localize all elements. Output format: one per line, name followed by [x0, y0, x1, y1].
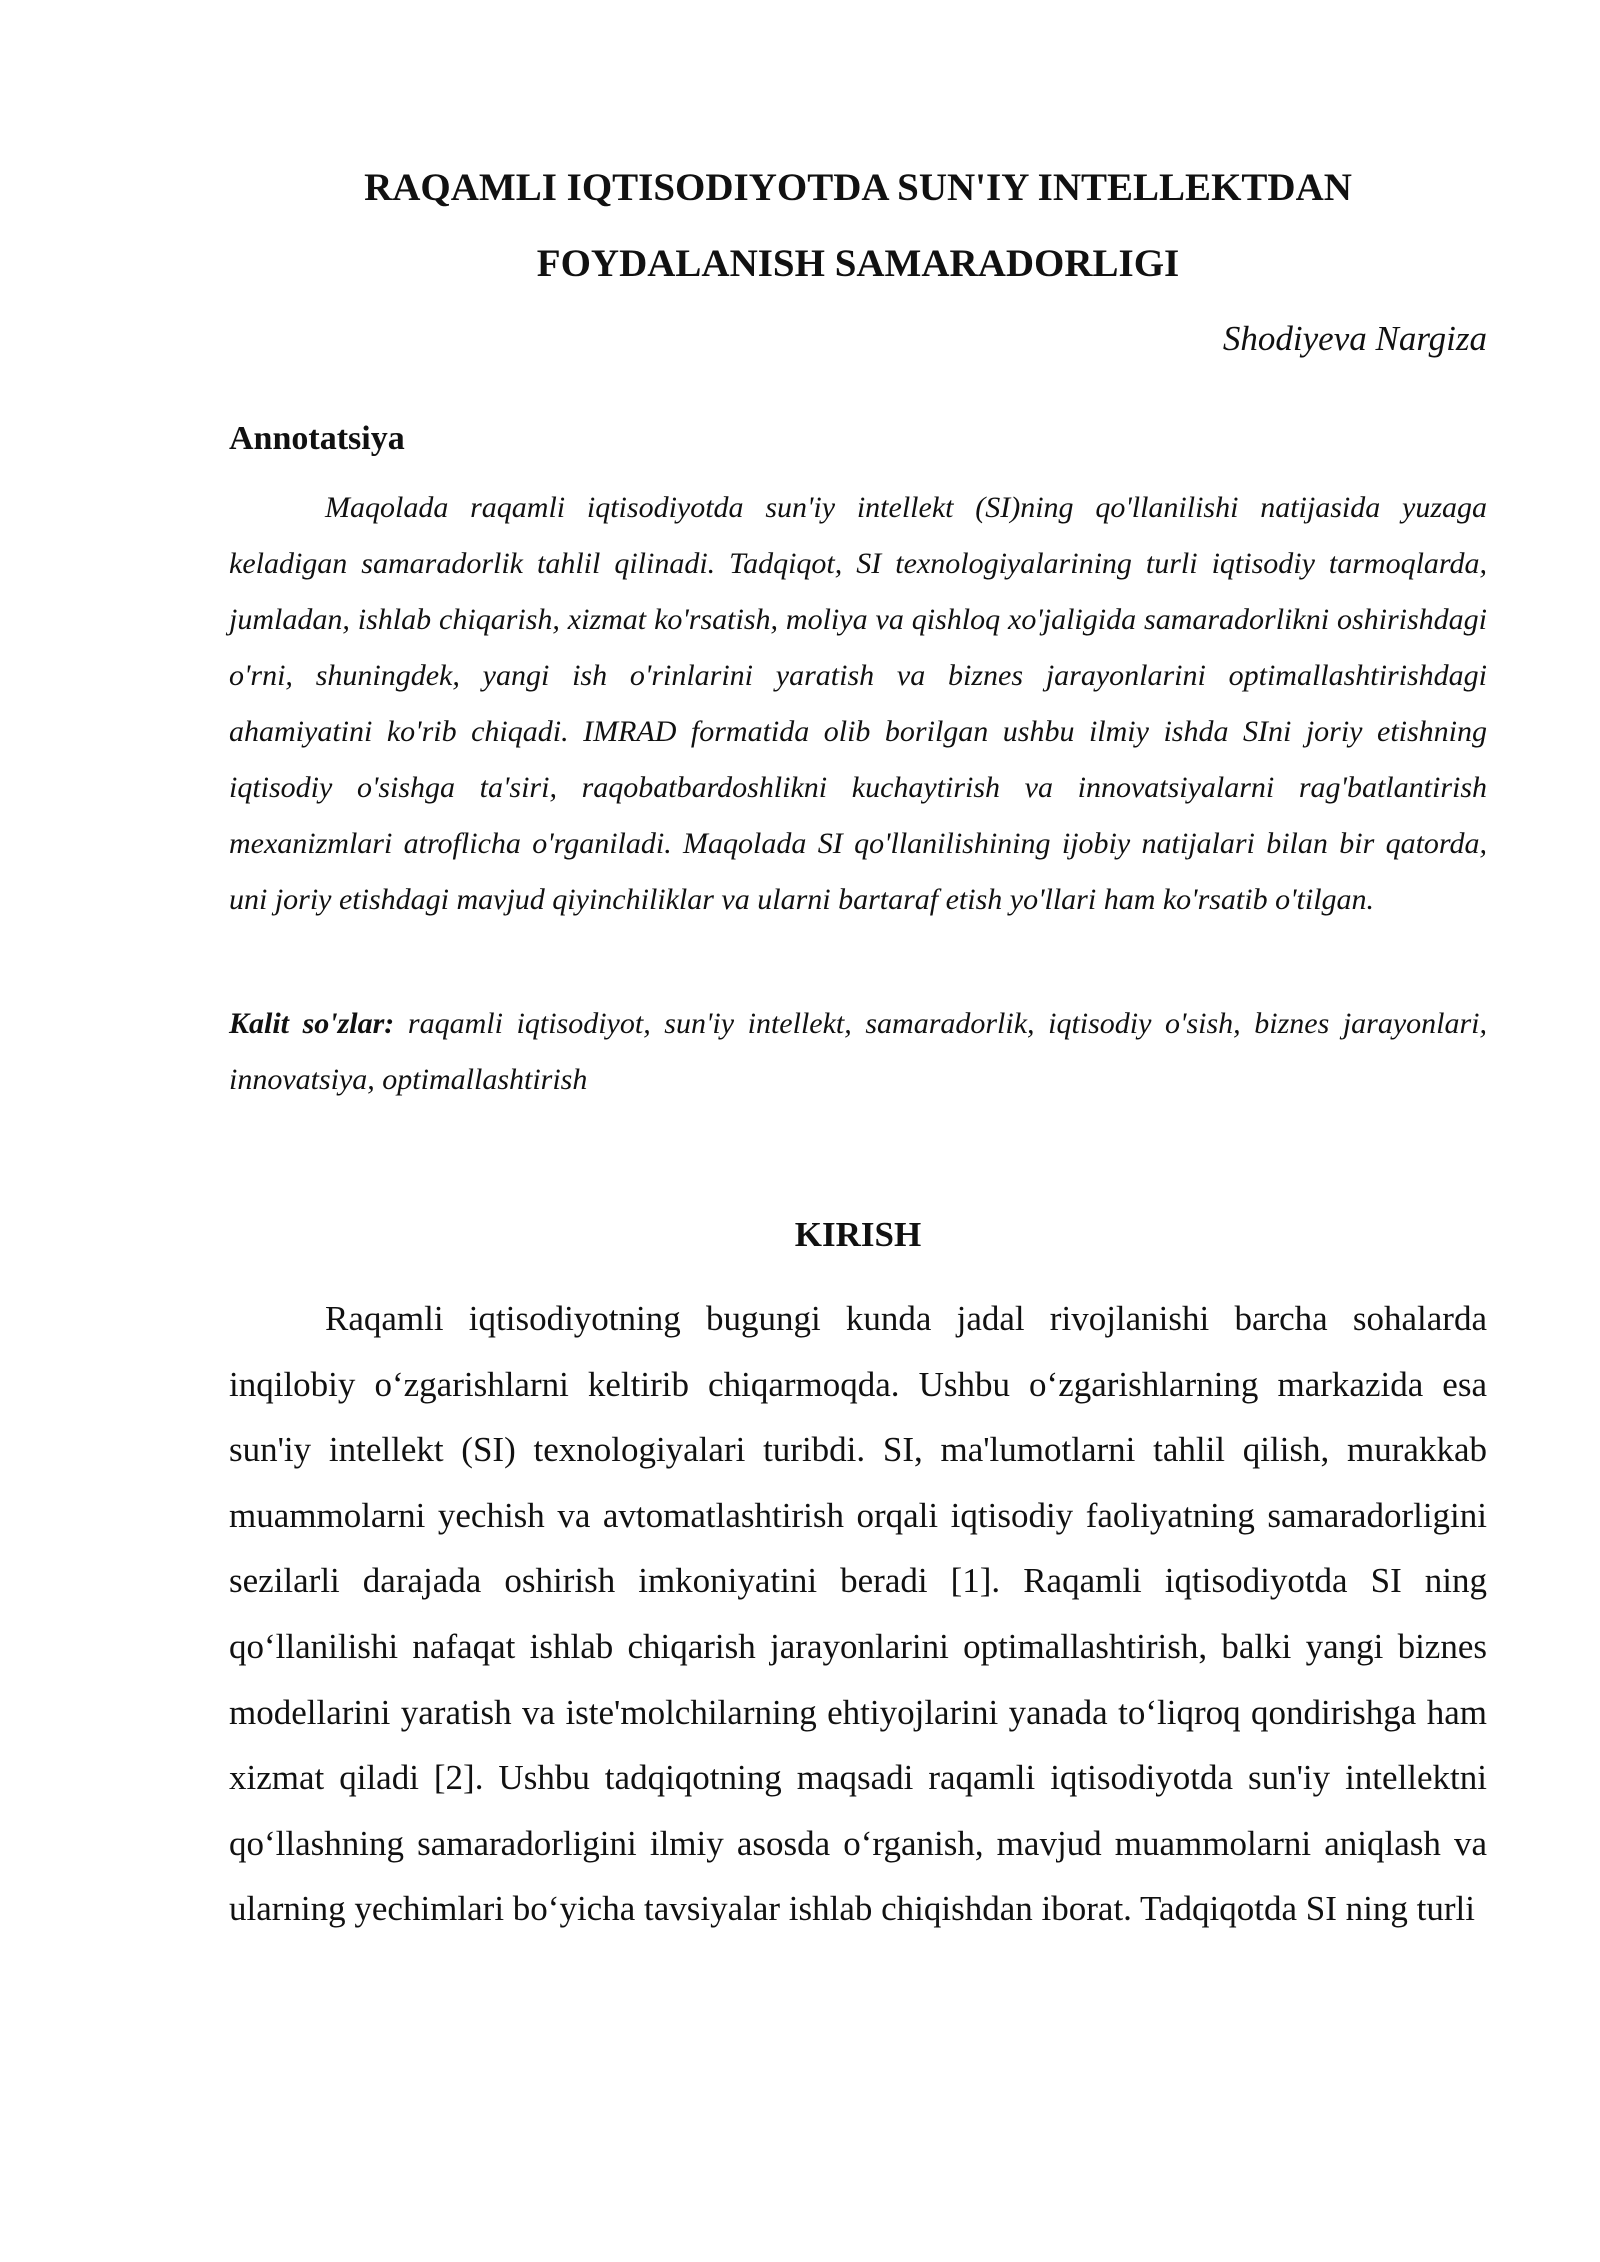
paper-title-line-1: RAQAMLI IQTISODIYOTDA SUN'IY INTELLEKTDAN — [364, 166, 1352, 209]
introduction-heading: KIRISH — [794, 1215, 922, 1254]
keywords-paragraph — [229, 996, 1487, 1108]
keywords-label: Kalit so'zlar: — [229, 1007, 395, 1040]
author-name: Shodiyeva Nargiza — [1222, 319, 1487, 358]
paper-title-line-2: FOYDALANISH SAMARADORLIGI — [536, 242, 1180, 285]
abstract-heading: Annotatsiya — [229, 420, 405, 457]
abstract-text: Maqolada raqamli iqtisodiyotda sun'iy intellekt (SI)ning qo'llanilishi natijasida yuzaga keladigan samaradorlik tahlil qilinadi. Tadqiqot, SI texnologiyalarining turli iqtisodiy tarmoqlarda, jumladan, ishlab chiqarish, xizmat ko'rsatish, moliya va qishloq xo'jaligida samaradorlikni oshirishdagi o'rni, shuningdek, yangi ish o'rinlarini yaratish va biznes jarayonlarini optimallashtirishdagi ahamiyatini ko'rib chiqadi. IMRAD formatida olib borilgan ushbu ilmiy ishda SIni joriy etishning iqtisodiy o'sishga ta'siri, raqobatbardoshlikni kuchaytirish va innovatsiyalarni rag'batlantirish mexanizmlari atroflicha o'rganiladi. Maqolada SI qo'llanilishining ijobiy natijalari bilan bir qatorda, uni joriy etishdagi mavjud qiyinchiliklar va ularni bartaraf etish yo'llari ham ko'rsatib o'tilgan. — [229, 491, 1487, 916]
keywords-list: raqamli iqtisodiyot, sun'iy intellekt, samaradorlik, iqtisodiy o'sish, biznes jarayonlari, innovatsiya, optimallashtirish — [229, 1007, 1488, 1096]
paper-title — [229, 150, 1487, 302]
introduction-text: Raqamli iqtisodiyotning bugungi kunda jadal rivojlanishi barcha sohalarda inqilobiy oʻzgarishlarni keltirib chiqarmoqda. Ushbu oʻzgarishlarning markazida esa sun'iy intellekt (SI) texnologiyalari turibdi. SI, ma'lumotlarni tahlil qilish, murakkab muammolarni yechish va avtomatlashtirish orqali iqtisodiy faoliyatning samaradorligini sezilarli darajada oshirish imkoniyatini beradi [1]. Raqamli iqtisodiyotda SI ning qoʻllanilishi nafaqat ishlab chiqarish jarayonlarini optimallashtirish, balki yangi biznes modellarini yaratish va iste'molchilarning ehtiyojlarini yanada toʻliqroq qondirishga ham xizmat qiladi [2]. Ushbu tadqiqotning maqsadi raqamli iqtisodiyotda sun'iy intellektni qoʻllashning samaradorligini ilmiy asosda oʻrganish, mavjud muammolarni aniqlash va ularning yechimlari boʻyicha tavsiyalar ishlab chiqishdan iborat. Tadqiqotda SI ning turli — [229, 1299, 1487, 1929]
